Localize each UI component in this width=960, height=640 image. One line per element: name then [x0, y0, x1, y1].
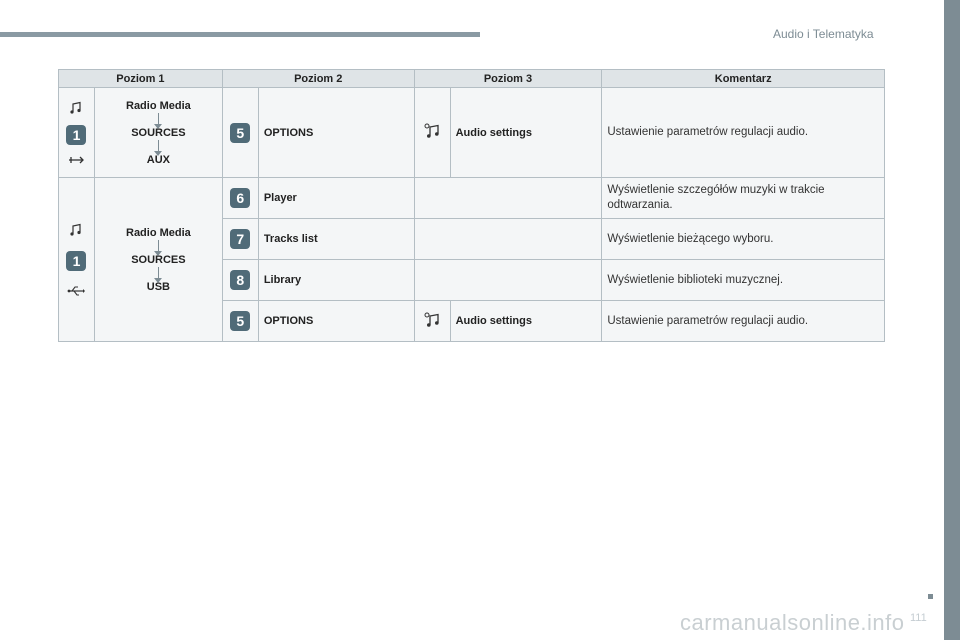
- level2-label: OPTIONS: [258, 301, 414, 342]
- right-edge-bar: [944, 0, 960, 640]
- comment-cell: Wyświetlenie szczegółów muzyki w trakcie odtwarzania.: [602, 178, 885, 219]
- step-badge: 1: [66, 251, 86, 271]
- level2-label: Tracks list: [258, 219, 414, 260]
- watermark: carmanualsonline.info: [680, 610, 905, 635]
- level3-label: [414, 260, 602, 301]
- step-badge: 1: [66, 125, 86, 145]
- level1-icons: [59, 178, 95, 342]
- step-badge: 7: [230, 229, 250, 249]
- arrow-down-icon: [158, 113, 159, 125]
- step-badge: 6: [230, 188, 250, 208]
- aux-jack-icon: [68, 155, 84, 165]
- chain-step: SOURCES: [131, 126, 186, 139]
- usb-icon: [67, 285, 85, 297]
- table-row: [59, 178, 885, 219]
- level2-label: Library: [258, 260, 414, 301]
- level3-label: Audio settings: [450, 88, 602, 178]
- arrow-down-icon: [158, 267, 159, 279]
- audio-settings-icon: [423, 311, 441, 329]
- step-badge: 5: [230, 311, 250, 331]
- chain-step: Radio Media: [126, 99, 191, 112]
- level1-chain: [94, 88, 222, 178]
- column-header: Poziom 1: [59, 70, 223, 88]
- comment-cell: Wyświetlenie bieżącego wyboru.: [602, 219, 885, 260]
- level3-label: [414, 178, 602, 219]
- column-header: Poziom 3: [414, 70, 602, 88]
- level3-label: [414, 219, 602, 260]
- music-note-icon: [69, 223, 83, 237]
- table-row: [59, 88, 885, 178]
- section-title: Audio i Telematyka: [773, 27, 874, 41]
- column-header: Poziom 2: [222, 70, 414, 88]
- arrow-down-icon: [158, 240, 159, 252]
- chain-step: AUX: [146, 153, 171, 166]
- step-badge: 5: [230, 123, 250, 143]
- column-header: Komentarz: [602, 70, 885, 88]
- music-note-icon: [69, 101, 83, 115]
- audio-settings-icon: [423, 122, 441, 140]
- level1-chain: [94, 178, 222, 342]
- level1-icons: [59, 88, 95, 178]
- page-number: 111: [910, 612, 927, 624]
- comment-cell: Wyświetlenie biblioteki muzycznej.: [602, 260, 885, 301]
- level2-label: OPTIONS: [258, 88, 414, 178]
- chain-step: Radio Media: [126, 226, 191, 239]
- level2-label: Player: [258, 178, 414, 219]
- table-header-row: [59, 70, 885, 88]
- comment-cell: Ustawienie parametrów regulacji audio.: [602, 88, 885, 178]
- page-dot: [928, 594, 933, 599]
- step-badge: 8: [230, 270, 250, 290]
- chain-step: USB: [146, 280, 171, 293]
- level3-label: Audio settings: [450, 301, 602, 342]
- comment-cell: Ustawienie parametrów regulacji audio.: [602, 301, 885, 342]
- top-accent-bar: [0, 32, 480, 37]
- chain-step: SOURCES: [131, 253, 186, 266]
- menu-table: [58, 69, 885, 342]
- arrow-down-icon: [158, 140, 159, 152]
